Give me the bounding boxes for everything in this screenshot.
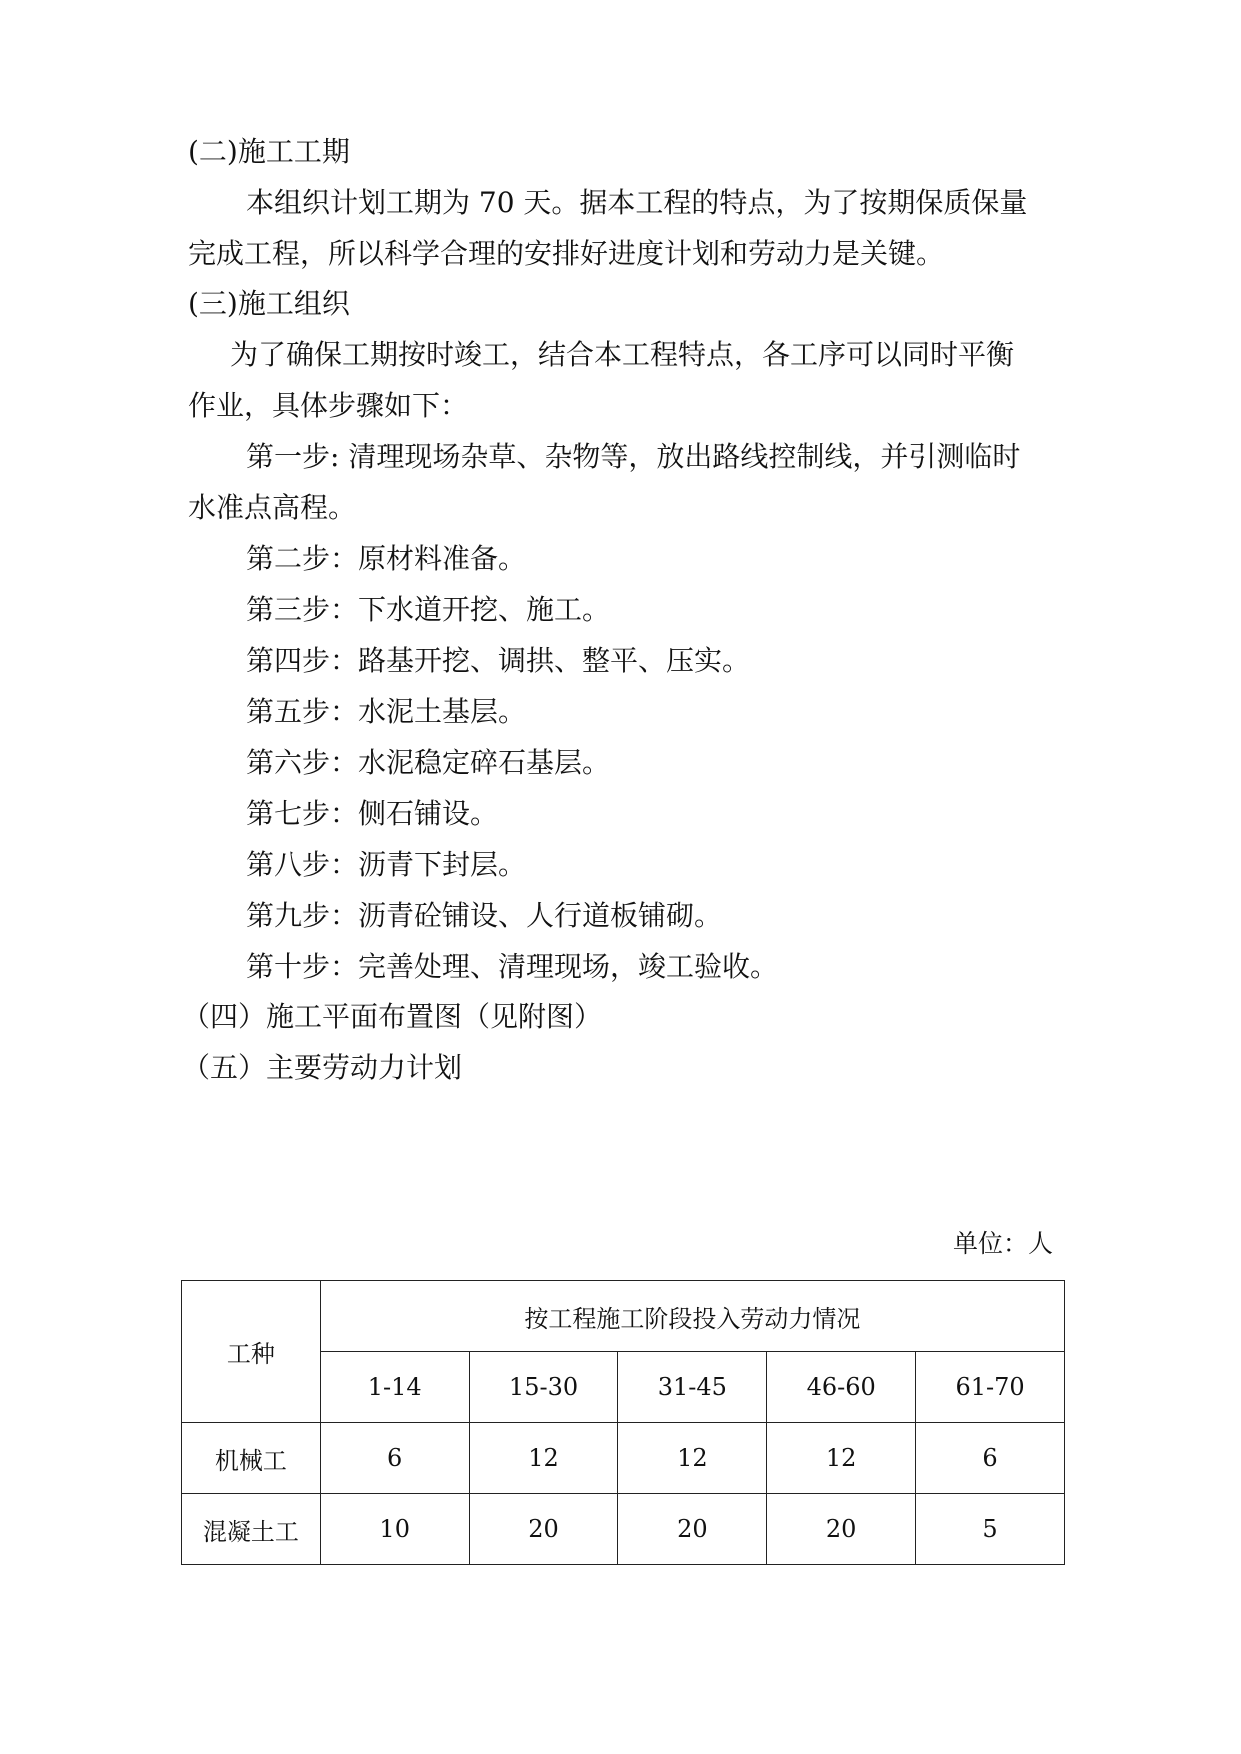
schedule-heading: (二)施工工期 <box>188 135 350 168</box>
step-10: 第十步：完善处理、清理现场，竣工验收。 <box>246 950 779 983</box>
table-cell: 20 <box>767 1494 916 1565</box>
step-9: 第九步：沥青砼铺设、人行道板铺砌。 <box>246 899 723 932</box>
table-row <box>182 1494 1065 1565</box>
header-period: 31-45 <box>618 1352 767 1423</box>
table-cell: 20 <box>618 1494 767 1565</box>
row-work-type: 机械工 <box>182 1423 321 1494</box>
header-period: 61-70 <box>916 1352 1065 1423</box>
step-6: 第六步：水泥稳定碎石基层。 <box>246 746 611 779</box>
header-period: 15-30 <box>469 1352 618 1423</box>
step-7: 第七步：侧石铺设。 <box>246 797 499 830</box>
table-header-row <box>182 1281 1065 1352</box>
layout-plan-heading: （四）施工平面布置图（见附图） <box>182 1000 603 1033</box>
header-stage-group: 按工程施工阶段投入劳动力情况 <box>320 1281 1064 1352</box>
table-cell: 5 <box>916 1494 1065 1565</box>
organization-heading: (三)施工组织 <box>188 287 350 320</box>
header-period: 1-14 <box>320 1352 469 1423</box>
table-cell: 12 <box>469 1423 618 1494</box>
step-5: 第五步：水泥土基层。 <box>246 695 527 728</box>
table-cell: 6 <box>320 1423 469 1494</box>
step-1-continuation: 水准点高程。 <box>188 491 357 524</box>
labor-plan-heading: （五）主要劳动力计划 <box>182 1051 463 1084</box>
step-2: 第二步：原材料准备。 <box>246 542 527 575</box>
organization-paragraph-line-1: 为了确保工期按时竣工，结合本工程特点，各工序可以同时平衡 <box>230 338 1015 371</box>
step-1: 第一步: 清理现场杂草、杂物等，放出路线控制线，并引测临时 <box>246 440 1021 473</box>
step-3: 第三步：下水道开挖、施工。 <box>246 593 611 626</box>
step-8: 第八步：沥青下封层。 <box>246 848 527 881</box>
table-cell: 12 <box>618 1423 767 1494</box>
table-cell: 20 <box>469 1494 618 1565</box>
header-work-type: 工种 <box>182 1281 321 1423</box>
unit-label: 单位：人 <box>952 1229 1053 1258</box>
row-work-type: 混凝土工 <box>182 1494 321 1565</box>
table-row <box>182 1423 1065 1494</box>
organization-paragraph-line-2: 作业，具体步骤如下： <box>188 389 469 422</box>
schedule-paragraph-line-1: 本组织计划工期为 70 天。据本工程的特点，为了按期保质保量 <box>246 186 1028 219</box>
labor-table <box>181 1280 1065 1565</box>
table-cell: 10 <box>320 1494 469 1565</box>
schedule-paragraph-line-2: 完成工程，所以科学合理的安排好进度计划和劳动力是关键。 <box>188 237 945 270</box>
header-period: 46-60 <box>767 1352 916 1423</box>
table-cell: 6 <box>916 1423 1065 1494</box>
table-cell: 12 <box>767 1423 916 1494</box>
step-4: 第四步：路基开挖、调拱、整平、压实。 <box>246 644 751 677</box>
